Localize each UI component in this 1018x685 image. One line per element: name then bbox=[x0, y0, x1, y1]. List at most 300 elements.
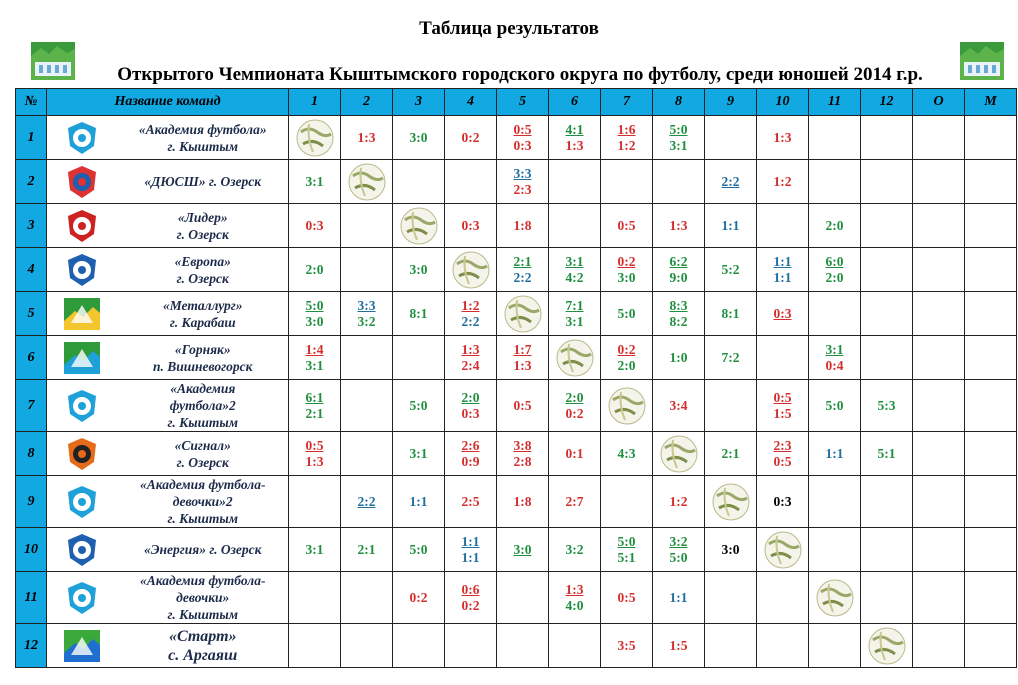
score-cell bbox=[549, 528, 601, 572]
academy-girls2-logo-icon bbox=[47, 476, 118, 528]
team-name-line: г. Карабаш bbox=[169, 314, 236, 330]
score: 0:3 bbox=[513, 137, 532, 153]
score: 1:3 bbox=[669, 217, 688, 233]
score-cell bbox=[341, 336, 393, 380]
score-cell bbox=[705, 624, 757, 668]
score-cell bbox=[445, 204, 497, 248]
football-ball-icon bbox=[497, 292, 549, 336]
row-number: 12 bbox=[16, 624, 47, 668]
score: 0:2 bbox=[617, 253, 636, 269]
score: 2:2 bbox=[461, 313, 480, 329]
score: 3:1 bbox=[669, 137, 688, 153]
score-cell bbox=[393, 292, 445, 336]
score-cell bbox=[341, 476, 393, 528]
score-cell bbox=[393, 380, 445, 432]
football-ball-icon bbox=[549, 336, 601, 380]
header-col: 6 bbox=[549, 89, 601, 116]
score: 3:1 bbox=[409, 445, 428, 461]
points-cell bbox=[913, 292, 965, 336]
score: 3:5 bbox=[617, 637, 636, 653]
header-row bbox=[16, 89, 1017, 116]
score: 0:5 bbox=[305, 437, 324, 453]
score-cell bbox=[809, 528, 861, 572]
score-cell bbox=[341, 528, 393, 572]
score: 4:0 bbox=[565, 597, 584, 613]
score: 2:1 bbox=[305, 405, 324, 421]
score: 3:0 bbox=[409, 129, 428, 145]
score-cell bbox=[809, 624, 861, 668]
score: 4:2 bbox=[565, 269, 584, 285]
score-cell bbox=[809, 204, 861, 248]
score-cell bbox=[445, 624, 497, 668]
score: 3:1 bbox=[305, 541, 324, 557]
score-cell bbox=[393, 160, 445, 204]
score-cell bbox=[289, 572, 341, 624]
score-cell bbox=[601, 248, 653, 292]
score: 9:0 bbox=[669, 269, 688, 285]
score: 1:2 bbox=[461, 297, 480, 313]
score-cell bbox=[861, 160, 913, 204]
score-cell bbox=[601, 160, 653, 204]
score-cell bbox=[757, 624, 809, 668]
team-name-line: «Сигнал» bbox=[174, 437, 231, 453]
score: 0:2 bbox=[617, 341, 636, 357]
header-col: 2 bbox=[341, 89, 393, 116]
score: 1:3 bbox=[513, 357, 532, 373]
score: 1:7 bbox=[513, 341, 532, 357]
score-cell bbox=[757, 572, 809, 624]
score-cell bbox=[809, 432, 861, 476]
points-cell bbox=[913, 248, 965, 292]
team-name-line: «Академия футбола» bbox=[138, 121, 267, 137]
score-cell bbox=[757, 292, 809, 336]
team-name-line: п. Вишневогорск bbox=[153, 358, 253, 374]
score-cell bbox=[445, 336, 497, 380]
score: 8:1 bbox=[409, 305, 428, 321]
score: 5:1 bbox=[617, 549, 636, 565]
place-cell bbox=[965, 528, 1017, 572]
score-cell bbox=[445, 528, 497, 572]
score-cell bbox=[497, 476, 549, 528]
score-cell bbox=[601, 204, 653, 248]
team-name bbox=[118, 380, 289, 432]
score-cell bbox=[705, 432, 757, 476]
score: 5:0 bbox=[409, 397, 428, 413]
score: 3:2 bbox=[357, 313, 376, 329]
score: 2:1 bbox=[721, 445, 740, 461]
score-cell bbox=[705, 292, 757, 336]
score-cell bbox=[549, 204, 601, 248]
header-col: 7 bbox=[601, 89, 653, 116]
score: 0:5 bbox=[617, 589, 636, 605]
score: 2:1 bbox=[513, 253, 532, 269]
academy-logo-icon bbox=[47, 116, 118, 160]
table-row bbox=[16, 204, 1017, 248]
score-cell bbox=[289, 528, 341, 572]
score: 3:1 bbox=[305, 357, 324, 373]
score-cell bbox=[445, 432, 497, 476]
score-cell bbox=[757, 160, 809, 204]
score-cell bbox=[393, 432, 445, 476]
score: 0:3 bbox=[461, 217, 480, 233]
score: 6:2 bbox=[669, 253, 688, 269]
points-cell bbox=[913, 432, 965, 476]
score-cell bbox=[601, 476, 653, 528]
score: 3:1 bbox=[825, 341, 844, 357]
place-cell bbox=[965, 380, 1017, 432]
score: 3:0 bbox=[409, 261, 428, 277]
team-name bbox=[118, 336, 289, 380]
score-cell bbox=[393, 476, 445, 528]
score-cell bbox=[393, 116, 445, 160]
score-cell bbox=[601, 116, 653, 160]
score: 3:2 bbox=[669, 533, 688, 549]
score-cell bbox=[757, 432, 809, 476]
football-ball-icon bbox=[445, 248, 497, 292]
score: 0:3 bbox=[773, 305, 792, 321]
score: 5:0 bbox=[669, 549, 688, 565]
score-cell bbox=[601, 432, 653, 476]
score: 5:0 bbox=[825, 397, 844, 413]
score-cell bbox=[653, 160, 705, 204]
score-cell bbox=[497, 572, 549, 624]
header-col: 9 bbox=[705, 89, 757, 116]
metallurg-logo-icon bbox=[47, 292, 118, 336]
score: 5:0 bbox=[669, 121, 688, 137]
score-cell bbox=[341, 116, 393, 160]
place-cell bbox=[965, 292, 1017, 336]
place-cell bbox=[965, 476, 1017, 528]
header-col: 4 bbox=[445, 89, 497, 116]
row-number: 7 bbox=[16, 380, 47, 432]
score: 8:3 bbox=[669, 297, 688, 313]
team-name-line: девочки» bbox=[176, 590, 230, 605]
team-name-line: «Лидер» bbox=[177, 209, 228, 225]
team-name-line: футбола»2 bbox=[169, 398, 236, 413]
gornyak-logo-icon bbox=[47, 336, 118, 380]
football-ball-icon bbox=[757, 528, 809, 572]
score: 0:9 bbox=[461, 453, 480, 469]
score: 2:4 bbox=[461, 357, 480, 373]
score: 0:2 bbox=[409, 589, 428, 605]
score: 1:8 bbox=[513, 493, 532, 509]
row-number: 10 bbox=[16, 528, 47, 572]
score-cell bbox=[393, 572, 445, 624]
row-number: 8 bbox=[16, 432, 47, 476]
table-row bbox=[16, 624, 1017, 668]
score-cell bbox=[653, 336, 705, 380]
score: 4:3 bbox=[617, 445, 636, 461]
football-ball-icon bbox=[705, 476, 757, 528]
score: 3:4 bbox=[669, 397, 688, 413]
team-name-line: г. Озерск bbox=[176, 454, 229, 470]
score: 0:3 bbox=[305, 217, 324, 233]
header-col: 1 bbox=[289, 89, 341, 116]
score: 1:6 bbox=[617, 121, 636, 137]
score-cell bbox=[601, 624, 653, 668]
score-cell bbox=[497, 624, 549, 668]
team-name-line: «Горняк» bbox=[174, 341, 231, 357]
results-table bbox=[15, 88, 1017, 668]
score: 5:0 bbox=[617, 305, 636, 321]
score: 0:2 bbox=[461, 129, 480, 145]
score-cell bbox=[601, 528, 653, 572]
team-name-line: г. Кыштым bbox=[167, 415, 238, 430]
score-cell bbox=[861, 248, 913, 292]
team-name bbox=[118, 160, 289, 204]
score-cell bbox=[705, 528, 757, 572]
score: 3:1 bbox=[565, 253, 584, 269]
table-row bbox=[16, 292, 1017, 336]
football-ball-icon bbox=[289, 116, 341, 160]
page-subtitle: Открытого Чемпионата Кыштымского городского округа по футболу, среди юношей 2014 г.р. bbox=[117, 64, 923, 85]
score-cell bbox=[497, 432, 549, 476]
row-number: 2 bbox=[16, 160, 47, 204]
score-cell bbox=[289, 624, 341, 668]
score: 5:0 bbox=[305, 297, 324, 313]
score-cell bbox=[705, 204, 757, 248]
table-row bbox=[16, 336, 1017, 380]
score-cell bbox=[861, 336, 913, 380]
score-cell bbox=[289, 248, 341, 292]
place-cell bbox=[965, 572, 1017, 624]
team-name-line: г. Кыштым bbox=[167, 607, 238, 622]
score-cell bbox=[757, 336, 809, 380]
score-cell bbox=[497, 160, 549, 204]
score: 2:2 bbox=[357, 493, 376, 509]
header-col: 8 bbox=[653, 89, 705, 116]
score: 1:5 bbox=[773, 405, 792, 421]
score-cell bbox=[861, 476, 913, 528]
score-cell bbox=[809, 116, 861, 160]
points-cell bbox=[913, 116, 965, 160]
score: 4:1 bbox=[565, 121, 584, 137]
score-cell bbox=[289, 204, 341, 248]
team-name-line: г. Озерск bbox=[176, 270, 229, 286]
score: 1:1 bbox=[825, 445, 844, 461]
score-cell bbox=[705, 572, 757, 624]
score-cell bbox=[861, 204, 913, 248]
score: 1:2 bbox=[669, 493, 688, 509]
score-cell bbox=[809, 292, 861, 336]
score-cell bbox=[497, 116, 549, 160]
score: 0:2 bbox=[565, 405, 584, 421]
header-col: 11 bbox=[809, 89, 861, 116]
score-cell bbox=[497, 248, 549, 292]
score-cell bbox=[861, 380, 913, 432]
score: 2:5 bbox=[461, 493, 480, 509]
score-cell bbox=[289, 432, 341, 476]
score-cell bbox=[341, 380, 393, 432]
score-cell bbox=[653, 528, 705, 572]
score-cell bbox=[705, 160, 757, 204]
score: 2:2 bbox=[721, 173, 740, 189]
score-cell bbox=[809, 248, 861, 292]
score: 1:3 bbox=[773, 129, 792, 145]
score: 2:3 bbox=[773, 437, 792, 453]
score: 7:2 bbox=[721, 349, 740, 365]
place-cell bbox=[965, 336, 1017, 380]
header-points: О bbox=[913, 89, 965, 116]
score-cell bbox=[549, 624, 601, 668]
team-name bbox=[118, 292, 289, 336]
football-ball-icon bbox=[601, 380, 653, 432]
score: 0:6 bbox=[461, 581, 480, 597]
team-name-line: «ДЮСШ» г. Озерск bbox=[144, 174, 262, 189]
score: 3:2 bbox=[565, 541, 584, 557]
score: 1:3 bbox=[305, 453, 324, 469]
score: 1:1 bbox=[721, 217, 740, 233]
score-cell bbox=[601, 292, 653, 336]
score-cell bbox=[549, 292, 601, 336]
score: 2:6 bbox=[461, 437, 480, 453]
score: 0:5 bbox=[617, 217, 636, 233]
score-cell bbox=[341, 624, 393, 668]
score: 1:4 bbox=[305, 341, 324, 357]
score: 1:1 bbox=[461, 533, 480, 549]
score: 1:3 bbox=[461, 341, 480, 357]
header-num: № bbox=[16, 89, 47, 116]
score-cell bbox=[341, 204, 393, 248]
team-name bbox=[118, 248, 289, 292]
score: 1:3 bbox=[565, 581, 584, 597]
score-cell bbox=[497, 528, 549, 572]
score: 2:0 bbox=[461, 389, 480, 405]
points-cell bbox=[913, 528, 965, 572]
score: 3:1 bbox=[305, 173, 324, 189]
team-name-line: с. Аргаяш bbox=[168, 646, 238, 664]
team-name bbox=[118, 528, 289, 572]
team-name-line: г. Кыштым bbox=[167, 138, 238, 154]
row-number: 4 bbox=[16, 248, 47, 292]
score: 3:8 bbox=[513, 437, 532, 453]
score: 1:5 bbox=[669, 637, 688, 653]
score: 5:0 bbox=[617, 533, 636, 549]
score-cell bbox=[601, 336, 653, 380]
score-cell bbox=[289, 336, 341, 380]
score-cell bbox=[549, 572, 601, 624]
score-cell bbox=[445, 160, 497, 204]
score-cell bbox=[757, 248, 809, 292]
score: 1:1 bbox=[773, 253, 792, 269]
dyussh-logo-icon bbox=[47, 160, 118, 204]
score: 2:3 bbox=[513, 181, 532, 197]
score: 1:8 bbox=[513, 217, 532, 233]
team-name-line: девочки»2 bbox=[172, 494, 233, 509]
team-name bbox=[118, 572, 289, 624]
team-name-line: «Академия bbox=[170, 381, 236, 396]
team-name-line: «Энергия» г. Озерск bbox=[144, 542, 262, 557]
score: 1:1 bbox=[409, 493, 428, 509]
score-cell bbox=[445, 116, 497, 160]
score-cell bbox=[289, 476, 341, 528]
row-number: 6 bbox=[16, 336, 47, 380]
points-cell bbox=[913, 160, 965, 204]
table-row bbox=[16, 476, 1017, 528]
score: 6:1 bbox=[305, 389, 324, 405]
score-cell bbox=[549, 248, 601, 292]
score-cell bbox=[653, 380, 705, 432]
place-cell bbox=[965, 624, 1017, 668]
score-cell bbox=[289, 380, 341, 432]
row-number: 3 bbox=[16, 204, 47, 248]
place-cell bbox=[965, 432, 1017, 476]
score-cell bbox=[393, 248, 445, 292]
score-cell bbox=[549, 380, 601, 432]
score: 3:0 bbox=[721, 541, 740, 557]
score-cell bbox=[549, 160, 601, 204]
score-cell bbox=[393, 624, 445, 668]
score: 1:3 bbox=[357, 129, 376, 145]
score-cell bbox=[653, 292, 705, 336]
table-row bbox=[16, 572, 1017, 624]
score: 2:0 bbox=[305, 261, 324, 277]
score-cell bbox=[705, 336, 757, 380]
points-cell bbox=[913, 572, 965, 624]
football-ball-icon bbox=[809, 572, 861, 624]
team-name-line: г. Озерск bbox=[176, 226, 229, 242]
score: 3:3 bbox=[357, 297, 376, 313]
score-cell bbox=[549, 476, 601, 528]
score-cell bbox=[653, 116, 705, 160]
score-cell bbox=[861, 292, 913, 336]
header-col: 10 bbox=[757, 89, 809, 116]
table-row bbox=[16, 380, 1017, 432]
score: 1:2 bbox=[773, 173, 792, 189]
table-row bbox=[16, 116, 1017, 160]
score: 0:5 bbox=[773, 389, 792, 405]
start-logo-icon bbox=[47, 624, 118, 668]
score-cell bbox=[809, 476, 861, 528]
score: 2:8 bbox=[513, 453, 532, 469]
team-name bbox=[118, 116, 289, 160]
score: 2:1 bbox=[357, 541, 376, 557]
score: 5:1 bbox=[877, 445, 896, 461]
table-row bbox=[16, 528, 1017, 572]
header-col: 12 bbox=[861, 89, 913, 116]
score-cell bbox=[445, 572, 497, 624]
points-cell bbox=[913, 204, 965, 248]
team-name-line: «Академия футбола- bbox=[140, 477, 266, 492]
place-cell bbox=[965, 160, 1017, 204]
score-cell bbox=[653, 476, 705, 528]
row-number: 5 bbox=[16, 292, 47, 336]
score: 3:1 bbox=[565, 313, 584, 329]
score: 1:1 bbox=[461, 549, 480, 565]
score: 0:2 bbox=[461, 597, 480, 613]
score: 0:5 bbox=[513, 121, 532, 137]
football-ball-icon bbox=[393, 204, 445, 248]
place-cell bbox=[965, 248, 1017, 292]
score-cell bbox=[497, 380, 549, 432]
score: 2:7 bbox=[565, 493, 584, 509]
football-ball-icon bbox=[653, 432, 705, 476]
header-col: 3 bbox=[393, 89, 445, 116]
score: 5:0 bbox=[409, 541, 428, 557]
score-cell bbox=[757, 380, 809, 432]
score-cell bbox=[705, 116, 757, 160]
score-cell bbox=[757, 116, 809, 160]
score: 2:2 bbox=[513, 269, 532, 285]
table-row bbox=[16, 432, 1017, 476]
table-row bbox=[16, 248, 1017, 292]
score-cell bbox=[653, 204, 705, 248]
score: 8:1 bbox=[721, 305, 740, 321]
row-number: 9 bbox=[16, 476, 47, 528]
score: 2:0 bbox=[825, 217, 844, 233]
score-cell bbox=[549, 432, 601, 476]
score: 3:0 bbox=[513, 541, 532, 557]
